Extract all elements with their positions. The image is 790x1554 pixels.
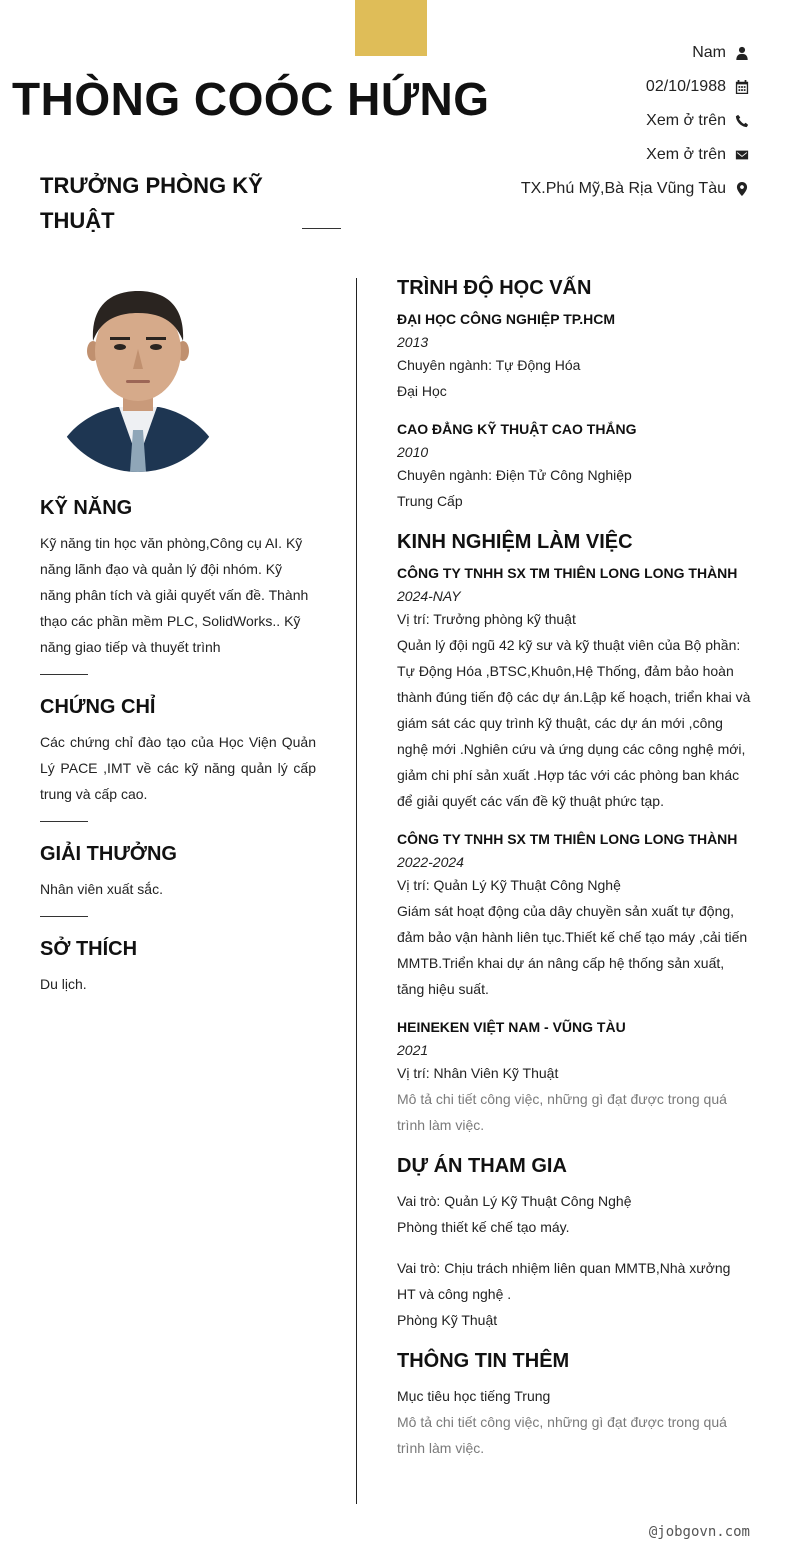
job-title: TRƯỞNG PHÒNG KỸ THUẬT [40, 173, 263, 233]
extra-info-title: THÔNG TIN THÊM [397, 1350, 570, 1372]
experience-description: Quản lý đội ngũ 42 kỹ sư và kỹ thuật viên của Bộ phần: Tự Động Hóa ,BTSC,Khuôn,Hệ Thống, đảm bảo hoàn thành đúng tiến độ các dự án.Lập kế hoạch, triển khai và giám sát các quy trình kỹ thuật, các dự án mới ,công nghệ mới .Nghiên cứu và ứng dụng các công nghệ mới, giảm chi phí sản xuất .Hợp tác với các phòng ban khác để giải quyết các vấn đề kỹ thuật phức tạp. [397, 637, 751, 809]
hobbies-section [40, 931, 316, 997]
experience-period: 2021 [397, 1042, 429, 1058]
person-icon [734, 45, 750, 61]
school-name: CAO ĐẲNG KỸ THUẬT CAO THẮNG [397, 421, 637, 437]
left-column [40, 490, 316, 997]
contact-address [350, 172, 750, 206]
watermark: @jobgovn.com [648, 1524, 750, 1540]
contact-birthday [350, 70, 750, 104]
company-name: HEINEKEN VIỆT NAM - VŨNG TÀU [397, 1019, 626, 1035]
section-divider [40, 916, 88, 917]
skills-text: Kỹ năng tin học văn phòng,Công cụ AI. Kỹ năng lãnh đạo và quản lý đội nhóm. Kỹ năng phân tích và giải quyết vấn đề. Thành thạo các phần mềm PLC, SolidWorks.. Kỹ năng giao tiếp và thuyết trình [40, 535, 309, 655]
education-level: Đại Học [397, 383, 447, 399]
education-year: 2013 [397, 334, 429, 350]
contact-gender [350, 36, 750, 70]
project-item [397, 1188, 751, 1240]
awards-title: GIẢI THƯỞNG [40, 843, 177, 865]
company-name: CÔNG TY TNHH SX TM THIÊN LONG LONG THÀNH [397, 831, 738, 847]
title-divider [302, 228, 341, 229]
project-detail: Phòng thiết kế chế tạo máy. [397, 1219, 570, 1235]
experience-item [397, 560, 751, 814]
education-item [397, 306, 751, 404]
hobbies-title: SỞ THÍCH [40, 938, 138, 960]
project-detail: Phòng Kỹ Thuật [397, 1312, 498, 1328]
project-role: Vai trò: Chịu trách nhiệm liên quan MMTB,Nhà xưởng HT và công nghệ . [397, 1260, 731, 1302]
skills-section [40, 490, 316, 660]
extra-info-text: Mục tiêu học tiếng Trung [397, 1388, 551, 1404]
contact-phone [350, 104, 750, 138]
awards-text: Nhân viên xuất sắc. [40, 881, 163, 897]
education-level: Trung Cấp [397, 493, 463, 509]
calendar-icon [734, 79, 750, 95]
education-major: Chuyên ngành: Tự Động Hóa [397, 357, 581, 373]
education-title: TRÌNH ĐỘ HỌC VẤN [397, 277, 592, 299]
candidate-name: THÒNG COÓC HỨNG [12, 73, 490, 125]
skills-title: KỸ NĂNG [40, 497, 133, 519]
experience-position: Vị trí: Nhân Viên Kỹ Thuật [397, 1065, 559, 1081]
certificates-section [40, 689, 316, 807]
address-text: TX.Phú Mỹ,Bà Rịa Vũng Tàu [520, 180, 726, 197]
experience-section [397, 524, 751, 1138]
mail-icon [734, 147, 750, 163]
school-name: ĐẠI HỌC CÔNG NGHIỆP TP.HCM [397, 311, 616, 327]
portrait-photo [47, 285, 229, 472]
hobbies-text: Du lịch. [40, 976, 87, 992]
education-section [397, 270, 751, 514]
contact-email [350, 138, 750, 172]
certificates-title: CHỨNG CHỈ [40, 696, 156, 718]
experience-period: 2024-NAY [397, 588, 461, 604]
extra-info-section [397, 1343, 751, 1461]
email-text: Xem ở trên [646, 146, 726, 163]
section-divider [40, 821, 88, 822]
right-column [397, 270, 751, 1461]
avatar [47, 285, 229, 472]
experience-position: Vị trí: Quản Lý Kỹ Thuật Công Nghệ [397, 877, 621, 893]
location-pin-icon [734, 181, 750, 197]
extra-info-description: Mô tả chi tiết công việc, những gì đạt được trong quá trình làm việc. [397, 1414, 727, 1456]
gender-text: Nam [692, 44, 726, 61]
birthday-text: 02/10/1988 [645, 78, 726, 95]
experience-item [397, 1014, 751, 1138]
contact-info [350, 36, 750, 206]
education-major: Chuyên ngành: Điện Tử Công Nghiệp [397, 467, 632, 483]
section-divider [40, 674, 88, 675]
education-item [397, 416, 751, 514]
experience-item [397, 826, 751, 1002]
awards-section [40, 836, 316, 902]
education-year: 2010 [397, 444, 429, 460]
phone-icon [734, 113, 750, 129]
projects-title: DỰ ÁN THAM GIA [397, 1155, 567, 1177]
company-name: CÔNG TY TNHH SX TM THIÊN LONG LONG THÀNH [397, 565, 738, 581]
phone-text: Xem ở trên [646, 112, 726, 129]
experience-period: 2022-2024 [397, 854, 464, 870]
experience-description: Mô tả chi tiết công việc, những gì đạt được trong quá trình làm việc. [397, 1091, 727, 1133]
certificates-text: Các chứng chỉ đào tạo của Học Viện Quản Lý PACE ,IMT về các kỹ năng quản lý cấp trung và cấp cao. [40, 734, 316, 802]
column-divider [356, 278, 357, 1504]
project-role: Vai trò: Quản Lý Kỹ Thuật Công Nghệ [397, 1193, 632, 1209]
experience-description: Giám sát hoạt động của dây chuyền sản xuất tự động, đảm bảo vận hành liên tục.Thiết kế chế tạo máy ,cải tiến MMTB.Triển khai dự án nâng cấp hệ thống sản xuất, tăng hiệu suất. [397, 903, 748, 997]
projects-section [397, 1148, 751, 1333]
experience-title: KINH NGHIỆM LÀM VIỆC [397, 531, 633, 553]
project-item [397, 1255, 751, 1333]
experience-position: Vị trí: Trưởng phòng kỹ thuật [397, 611, 576, 627]
